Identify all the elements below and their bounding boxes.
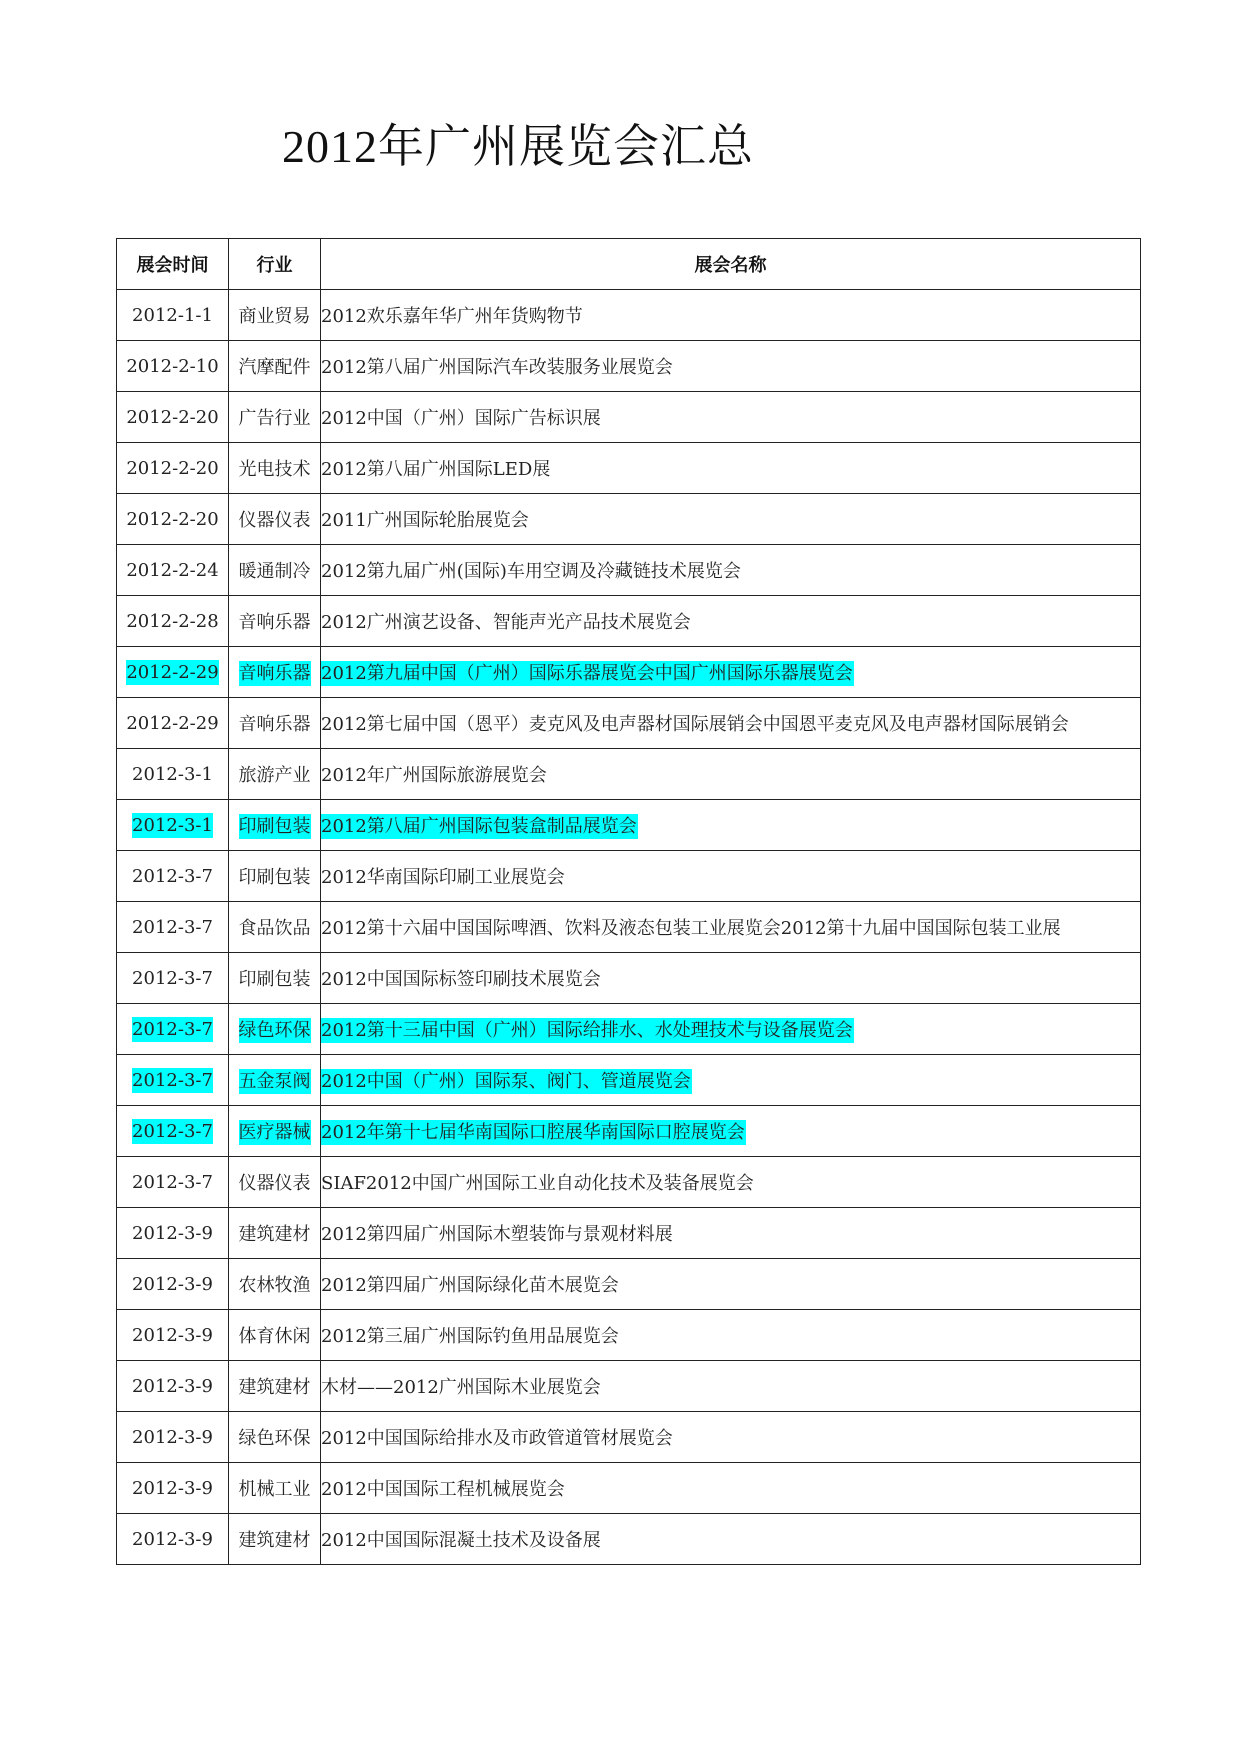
cell-exhibition-name-text: 2011广州国际轮胎展览会 xyxy=(321,510,529,531)
header-exhibition-name: 展会名称 xyxy=(321,239,1141,290)
cell-industry xyxy=(229,290,321,341)
cell-date-text: 2012-2-29 xyxy=(126,661,219,683)
cell-exhibition-name-text: 2012第十三届中国（广州）国际给排水、水处理技术与设备展览会 xyxy=(321,1020,853,1041)
cell-date-text: 2012-3-9 xyxy=(132,1324,213,1346)
cell-date xyxy=(117,1157,229,1208)
cell-exhibition-name xyxy=(321,800,1141,851)
cell-date-text: 2012-2-20 xyxy=(126,508,219,530)
cell-industry-text: 绿色环保 xyxy=(238,1020,311,1041)
cell-industry xyxy=(229,1157,321,1208)
cell-date xyxy=(117,1055,229,1106)
page-title: 2012年广州展览会汇总 xyxy=(282,121,754,172)
cell-exhibition-name xyxy=(321,1004,1141,1055)
table-row xyxy=(117,392,1141,443)
cell-exhibition-name xyxy=(321,1157,1141,1208)
cell-industry-text: 暖通制冷 xyxy=(238,561,311,582)
cell-date xyxy=(117,1412,229,1463)
cell-industry-text: 汽摩配件 xyxy=(238,357,311,378)
cell-industry xyxy=(229,647,321,698)
cell-date xyxy=(117,494,229,545)
cell-exhibition-name-text: 2012第八届广州国际包装盒制品展览会 xyxy=(321,816,637,837)
cell-date xyxy=(117,851,229,902)
cell-industry xyxy=(229,1259,321,1310)
cell-date xyxy=(117,1310,229,1361)
cell-date xyxy=(117,1004,229,1055)
cell-date xyxy=(117,290,229,341)
cell-date xyxy=(117,596,229,647)
cell-industry-text: 五金泵阀 xyxy=(238,1071,311,1092)
cell-date-text: 2012-3-9 xyxy=(132,1477,213,1499)
cell-exhibition-name xyxy=(321,494,1141,545)
cell-exhibition-name xyxy=(321,1361,1141,1412)
cell-date-text: 2012-3-7 xyxy=(132,1171,213,1193)
cell-industry xyxy=(229,1310,321,1361)
cell-date xyxy=(117,341,229,392)
cell-date-text: 2012-3-7 xyxy=(132,1069,213,1091)
table-row xyxy=(117,1361,1141,1412)
cell-date xyxy=(117,1514,229,1565)
cell-exhibition-name-text: 2012中国国际工程机械展览会 xyxy=(321,1479,565,1500)
cell-industry-text: 食品饮品 xyxy=(238,918,311,939)
cell-exhibition-name xyxy=(321,341,1141,392)
cell-date-text: 2012-1-1 xyxy=(132,304,213,326)
cell-exhibition-name-text: 2012中国（广州）国际广告标识展 xyxy=(321,408,601,429)
cell-date xyxy=(117,647,229,698)
cell-date-text: 2012-2-29 xyxy=(126,712,219,734)
cell-date-text: 2012-2-10 xyxy=(126,355,219,377)
cell-date xyxy=(117,1259,229,1310)
cell-industry xyxy=(229,1004,321,1055)
cell-date-text: 2012-2-28 xyxy=(126,610,219,632)
header-industry: 行业 xyxy=(229,239,321,290)
cell-exhibition-name-text: 2012第四届广州国际绿化苗木展览会 xyxy=(321,1275,619,1296)
cell-date xyxy=(117,1361,229,1412)
cell-date-text: 2012-3-1 xyxy=(132,763,213,785)
cell-industry-text: 印刷包装 xyxy=(238,969,311,990)
cell-exhibition-name xyxy=(321,953,1141,1004)
cell-industry xyxy=(229,800,321,851)
table-row xyxy=(117,1004,1141,1055)
table-row xyxy=(117,1055,1141,1106)
cell-exhibition-name-text: 木材——2012广州国际木业展览会 xyxy=(321,1377,601,1398)
table-row xyxy=(117,1208,1141,1259)
cell-industry xyxy=(229,1463,321,1514)
cell-exhibition-name-text: 2012第七届中国（恩平）麦克风及电声器材国际展销会中国恩平麦克风及电声器材国际展销会 xyxy=(321,714,1069,735)
cell-date-text: 2012-3-9 xyxy=(132,1375,213,1397)
cell-date-text: 2012-3-9 xyxy=(132,1426,213,1448)
cell-date xyxy=(117,902,229,953)
cell-date xyxy=(117,953,229,1004)
cell-exhibition-name-text: 2012中国国际标签印刷技术展览会 xyxy=(321,969,601,990)
cell-industry-text: 建筑建材 xyxy=(238,1224,311,1245)
cell-date xyxy=(117,749,229,800)
cell-industry-text: 印刷包装 xyxy=(238,867,311,888)
table-row xyxy=(117,1412,1141,1463)
cell-exhibition-name-text: 2012年广州国际旅游展览会 xyxy=(321,765,547,786)
cell-industry xyxy=(229,1208,321,1259)
cell-date-text: 2012-3-7 xyxy=(132,1018,213,1040)
cell-industry xyxy=(229,1412,321,1463)
cell-industry xyxy=(229,1361,321,1412)
table-row xyxy=(117,800,1141,851)
table-row xyxy=(117,341,1141,392)
cell-date-text: 2012-3-1 xyxy=(132,814,213,836)
cell-exhibition-name xyxy=(321,902,1141,953)
cell-industry xyxy=(229,392,321,443)
cell-industry xyxy=(229,698,321,749)
cell-date-text: 2012-3-9 xyxy=(132,1222,213,1244)
cell-date xyxy=(117,1463,229,1514)
cell-industry xyxy=(229,545,321,596)
cell-exhibition-name xyxy=(321,1514,1141,1565)
cell-date-text: 2012-3-9 xyxy=(132,1273,213,1295)
cell-industry xyxy=(229,443,321,494)
cell-exhibition-name xyxy=(321,545,1141,596)
cell-date xyxy=(117,443,229,494)
table-row xyxy=(117,749,1141,800)
cell-exhibition-name xyxy=(321,1208,1141,1259)
table-row xyxy=(117,851,1141,902)
cell-industry-text: 建筑建材 xyxy=(238,1377,311,1398)
cell-exhibition-name xyxy=(321,290,1141,341)
cell-exhibition-name-text: 2012第九届中国（广州）国际乐器展览会中国广州国际乐器展览会 xyxy=(321,663,853,684)
cell-industry xyxy=(229,953,321,1004)
table-body xyxy=(117,290,1141,1565)
cell-date-text: 2012-3-7 xyxy=(132,967,213,989)
cell-industry-text: 商业贸易 xyxy=(238,306,311,327)
cell-industry xyxy=(229,902,321,953)
cell-exhibition-name-text: 2012中国国际给排水及市政管道管材展览会 xyxy=(321,1428,673,1449)
table-row xyxy=(117,1463,1141,1514)
cell-date-text: 2012-3-7 xyxy=(132,916,213,938)
cell-date xyxy=(117,392,229,443)
cell-industry-text: 体育休闲 xyxy=(238,1326,311,1347)
cell-exhibition-name-text: 2012中国（广州）国际泵、阀门、管道展览会 xyxy=(321,1071,691,1092)
table-row xyxy=(117,698,1141,749)
cell-date xyxy=(117,698,229,749)
cell-industry-text: 旅游产业 xyxy=(238,765,311,786)
cell-exhibition-name-text: 2012第四届广州国际木塑装饰与景观材料展 xyxy=(321,1224,673,1245)
cell-exhibition-name xyxy=(321,1310,1141,1361)
cell-exhibition-name-text: 2012第三届广州国际钓鱼用品展览会 xyxy=(321,1326,619,1347)
cell-exhibition-name xyxy=(321,749,1141,800)
cell-industry xyxy=(229,494,321,545)
cell-exhibition-name-text: 2012第八届广州国际汽车改装服务业展览会 xyxy=(321,357,673,378)
cell-industry-text: 光电技术 xyxy=(238,459,311,480)
cell-exhibition-name xyxy=(321,851,1141,902)
cell-industry-text: 印刷包装 xyxy=(238,816,311,837)
table-row xyxy=(117,443,1141,494)
cell-exhibition-name-text: 2012第八届广州国际LED展 xyxy=(321,459,551,480)
cell-exhibition-name xyxy=(321,698,1141,749)
cell-industry xyxy=(229,851,321,902)
cell-date-text: 2012-3-9 xyxy=(132,1528,213,1550)
table-row xyxy=(117,1106,1141,1157)
cell-industry-text: 广告行业 xyxy=(238,408,311,429)
cell-industry-text: 仪器仪表 xyxy=(238,510,311,531)
cell-industry xyxy=(229,341,321,392)
cell-industry xyxy=(229,1055,321,1106)
cell-industry-text: 建筑建材 xyxy=(238,1530,311,1551)
cell-exhibition-name-text: 2012华南国际印刷工业展览会 xyxy=(321,867,565,888)
table-row xyxy=(117,545,1141,596)
cell-exhibition-name-text: 2012第九届广州(国际)车用空调及冷藏链技术展览会 xyxy=(321,561,741,582)
cell-industry-text: 仪器仪表 xyxy=(238,1173,311,1194)
cell-industry xyxy=(229,596,321,647)
cell-date-text: 2012-2-20 xyxy=(126,406,219,428)
cell-exhibition-name xyxy=(321,443,1141,494)
cell-date-text: 2012-2-24 xyxy=(126,559,219,581)
cell-exhibition-name xyxy=(321,1055,1141,1106)
cell-date xyxy=(117,1208,229,1259)
cell-industry-text: 机械工业 xyxy=(238,1479,311,1500)
table-header-row xyxy=(117,239,1141,290)
cell-date xyxy=(117,545,229,596)
table-row xyxy=(117,1310,1141,1361)
cell-exhibition-name xyxy=(321,647,1141,698)
cell-industry xyxy=(229,1514,321,1565)
cell-date xyxy=(117,800,229,851)
cell-date-text: 2012-2-20 xyxy=(126,457,219,479)
cell-industry xyxy=(229,749,321,800)
cell-date-text: 2012-3-7 xyxy=(132,865,213,887)
cell-exhibition-name xyxy=(321,1259,1141,1310)
table-row xyxy=(117,290,1141,341)
cell-exhibition-name-text: SIAF2012中国广州国际工业自动化技术及装备展览会 xyxy=(321,1173,754,1194)
cell-industry xyxy=(229,1106,321,1157)
cell-exhibition-name-text: 2012第十六届中国国际啤酒、饮料及液态包装工业展览会2012第十九届中国国际包装工业展 xyxy=(321,918,1061,939)
cell-exhibition-name xyxy=(321,1463,1141,1514)
cell-exhibition-name-text: 2012年第十七届华南国际口腔展华南国际口腔展览会 xyxy=(321,1122,745,1143)
cell-exhibition-name-text: 2012广州演艺设备、智能声光产品技术展览会 xyxy=(321,612,691,633)
table-row xyxy=(117,647,1141,698)
cell-industry-text: 绿色环保 xyxy=(238,1428,311,1449)
cell-exhibition-name-text: 2012中国国际混凝土技术及设备展 xyxy=(321,1530,601,1551)
table-row xyxy=(117,953,1141,1004)
table-row xyxy=(117,902,1141,953)
cell-industry-text: 医疗器械 xyxy=(238,1122,311,1143)
header-date: 展会时间 xyxy=(117,239,229,290)
cell-industry-text: 农林牧渔 xyxy=(238,1275,311,1296)
cell-exhibition-name xyxy=(321,1106,1141,1157)
cell-date xyxy=(117,1106,229,1157)
cell-date-text: 2012-3-7 xyxy=(132,1120,213,1142)
cell-industry-text: 音响乐器 xyxy=(238,714,311,735)
cell-exhibition-name-text: 2012欢乐嘉年华广州年货购物节 xyxy=(321,306,583,327)
table-row xyxy=(117,596,1141,647)
exhibition-table xyxy=(116,238,1141,1565)
cell-exhibition-name xyxy=(321,596,1141,647)
cell-exhibition-name xyxy=(321,1412,1141,1463)
cell-exhibition-name xyxy=(321,392,1141,443)
table-row xyxy=(117,1259,1141,1310)
cell-industry-text: 音响乐器 xyxy=(238,612,311,633)
table-row xyxy=(117,1514,1141,1565)
table-row xyxy=(117,1157,1141,1208)
cell-industry-text: 音响乐器 xyxy=(238,663,311,684)
table-row xyxy=(117,494,1141,545)
